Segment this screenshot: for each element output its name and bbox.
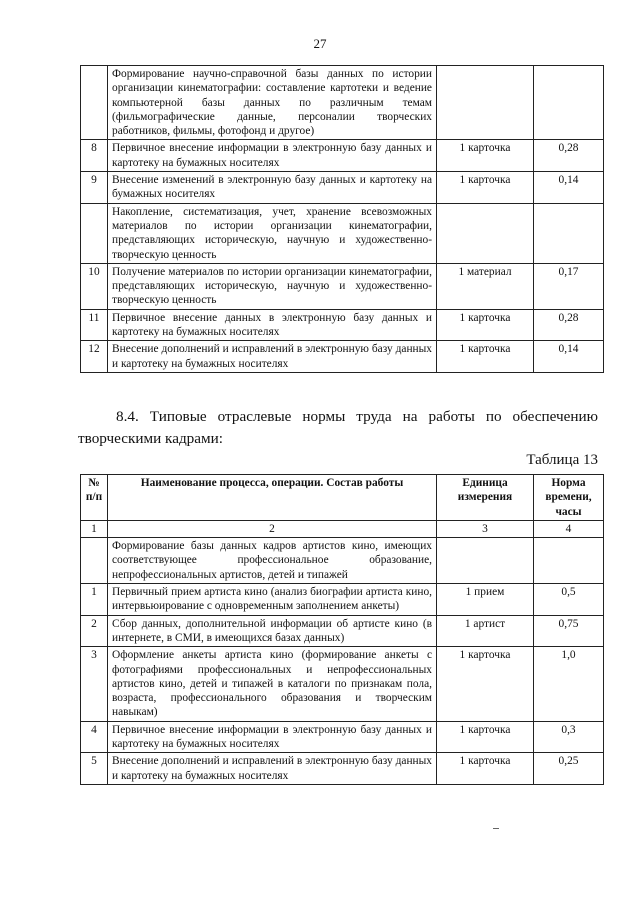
row-unit: 1 прием — [437, 584, 534, 616]
row-unit: 1 материал — [437, 263, 534, 309]
row-unit: 1 карточка — [437, 721, 534, 753]
table-row — [81, 140, 604, 172]
column-index: 1 — [81, 520, 108, 537]
row-description: Внесение дополнений и исправлений в электронную базу данных и картотеку на бумажных носителях — [108, 341, 437, 373]
row-description: Формирование научно-справочной базы данных по истории организации кинематографии: составление картотеки и ведение компьютерной базы данных по различным темам (фильмографические данные, персоналии творческих работников, фильмы, фотофонд и другое) — [108, 66, 437, 140]
row-unit — [437, 538, 534, 584]
row-number: 10 — [81, 263, 108, 309]
row-description: Накопление, систематизация, учет, хранение всевозможных материалов по истории организации кинематографии, представляющих историческую, научную и художественно-творческую ценность — [108, 203, 437, 263]
norms-table-continued — [80, 65, 604, 373]
table-header-row — [81, 475, 604, 521]
row-description: Первичное внесение информации в электронную базу данных и картотеку на бумажных носителях — [108, 721, 437, 753]
row-unit — [437, 203, 534, 263]
header-norm: Норма времени, часы — [534, 475, 604, 521]
row-number — [81, 66, 108, 140]
column-index-row — [81, 520, 604, 537]
row-description: Сбор данных, дополнительной информации об артисте кино (в интернете, в СМИ, в имеющихся базах данных) — [108, 615, 437, 647]
row-norm: 0,3 — [534, 721, 604, 753]
row-number: 9 — [81, 172, 108, 204]
row-norm: 0,25 — [534, 753, 604, 785]
table-row — [81, 172, 604, 204]
row-unit: 1 карточка — [437, 309, 534, 341]
table-row — [81, 753, 604, 785]
column-index: 2 — [108, 520, 437, 537]
row-number — [81, 203, 108, 263]
table-13 — [80, 474, 604, 785]
column-index: 4 — [534, 520, 604, 537]
section-paragraph: 8.4. Типовые отраслевые нормы труда на работы по обеспечению творческими кадрами: — [78, 408, 598, 447]
header-num: № п/п — [81, 475, 108, 521]
header-unit: Единица измерения — [437, 475, 534, 521]
row-unit: 1 карточка — [437, 140, 534, 172]
row-norm: 1,0 — [534, 647, 604, 721]
row-norm — [534, 66, 604, 140]
row-number: 12 — [81, 341, 108, 373]
table-row — [81, 66, 604, 140]
row-number: 8 — [81, 140, 108, 172]
table-row — [81, 721, 604, 753]
table-row — [81, 584, 604, 616]
column-index: 3 — [437, 520, 534, 537]
row-unit: 1 карточка — [437, 341, 534, 373]
row-description: Получение материалов по истории организации кинематографии, представляющих историческую, научную и художественно-творческую ценность — [108, 263, 437, 309]
row-number: 2 — [81, 615, 108, 647]
table-row — [81, 647, 604, 721]
row-number: 11 — [81, 309, 108, 341]
row-unit: 1 артист — [437, 615, 534, 647]
row-norm: 0,28 — [534, 140, 604, 172]
table-row — [81, 538, 604, 584]
row-unit — [437, 66, 534, 140]
row-norm: 0,17 — [534, 263, 604, 309]
row-unit: 1 карточка — [437, 647, 534, 721]
row-number: 3 — [81, 647, 108, 721]
table-row — [81, 263, 604, 309]
row-norm — [534, 538, 604, 584]
row-number — [81, 538, 108, 584]
row-norm: 0,14 — [534, 172, 604, 204]
row-description: Внесение дополнений и исправлений в электронную базу данных и картотеку на бумажных носителях — [108, 753, 437, 785]
table-row — [81, 341, 604, 373]
table-row — [81, 615, 604, 647]
row-norm: 0,14 — [534, 341, 604, 373]
row-norm: 0,28 — [534, 309, 604, 341]
row-description: Оформление анкеты артиста кино (формирование анкеты с фотографиями профессиональных и непрофессиональных артистов кино, детей и типажей в каталоги по признакам пола, возраста, профессионального образования и творческим навыкам) — [108, 647, 437, 721]
table-row — [81, 203, 604, 263]
row-description: Первичное внесение данных в электронную базу данных и картотеку на бумажных носителях — [108, 309, 437, 341]
page-number: 27 — [313, 36, 327, 51]
row-number: 4 — [81, 721, 108, 753]
header-name: Наименование процесса, операции. Состав работы — [108, 475, 437, 521]
table-row — [81, 309, 604, 341]
row-number: 1 — [81, 584, 108, 616]
row-unit: 1 карточка — [437, 753, 534, 785]
row-number: 5 — [81, 753, 108, 785]
row-description: Внесение изменений в электронную базу данных и картотеку на бумажных носителях — [108, 172, 437, 204]
row-description: Первичное внесение информации в электронную базу данных и картотеку на бумажных носителях — [108, 140, 437, 172]
scan-mark — [493, 828, 499, 829]
row-unit: 1 карточка — [437, 172, 534, 204]
row-norm: 0,75 — [534, 615, 604, 647]
row-norm — [534, 203, 604, 263]
row-norm: 0,5 — [534, 584, 604, 616]
row-description: Первичный прием артиста кино (анализ биографии артиста кино, интервьюирование с одновременным заполнением анкеты) — [108, 584, 437, 616]
table-caption: Таблица 13 — [526, 452, 598, 468]
row-description: Формирование базы данных кадров артистов кино, имеющих соответствующее профессиональное образование, непрофессиональных артистов, детей и типажей — [108, 538, 437, 584]
